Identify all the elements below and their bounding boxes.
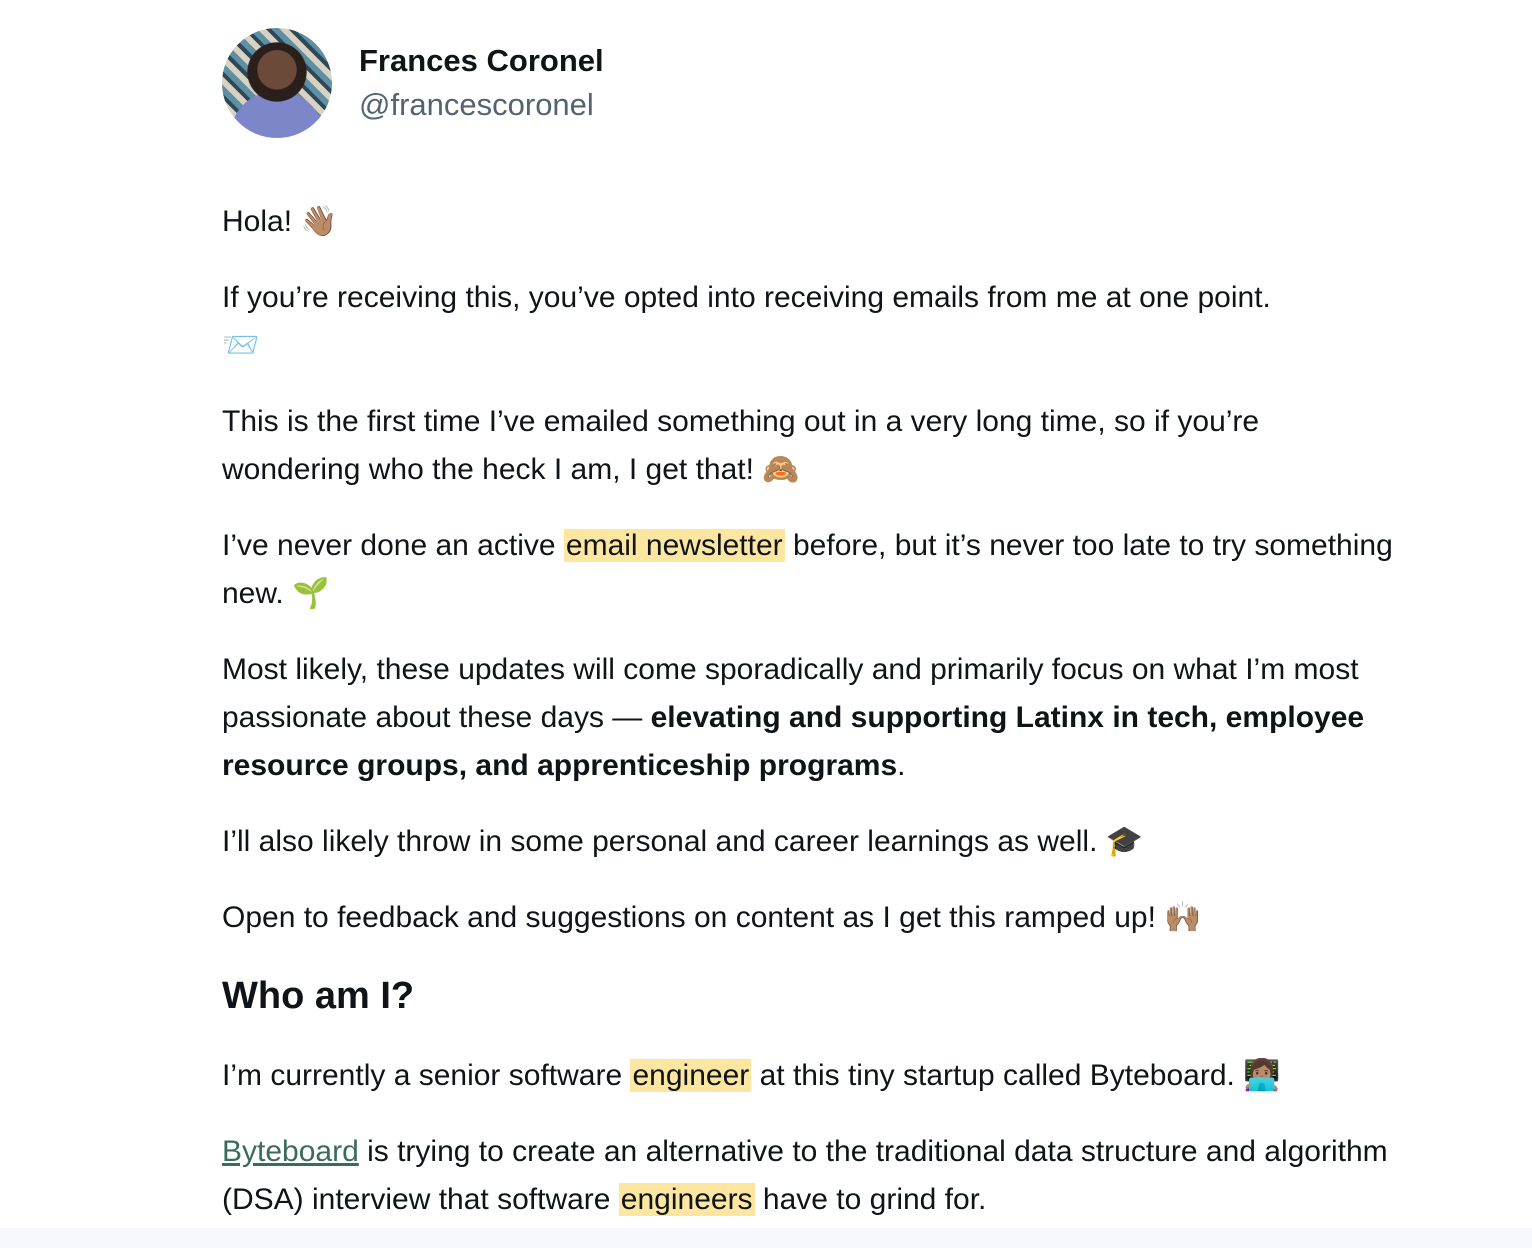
paragraph-text-before: Most likely, these updates will come sporadically and primarily focus on what I’m most passionate about these days —: [222, 653, 1359, 734]
paragraph-text: Open to feedback and suggestions on content as I get this ramped up!: [222, 901, 1156, 934]
see-no-evil-monkey-icon: 🙈: [762, 452, 800, 487]
paragraph-text: This is the first time I’ve emailed something out in a very long time, so if you’re wondering who the heck I am, I get that!: [222, 405, 1260, 486]
paragraph-text-after: before, but it’s never too late to try something new.: [222, 529, 1393, 610]
paragraph-focus: [222, 646, 1402, 790]
bottom-scroll-edge: [0, 1228, 1532, 1248]
section-heading: Who am I?: [222, 975, 415, 1017]
graduation-cap-icon: 🎓: [1105, 824, 1144, 859]
paragraph-byteboard: [222, 1128, 1402, 1224]
highlighted-term: engineer: [632, 1059, 750, 1092]
greeting: [222, 198, 1402, 246]
paragraph-text-middle: is trying to create an alternative to the traditional data structure and algorithm (DSA) interview that software: [222, 1135, 1388, 1216]
paragraph-learnings: [222, 818, 1402, 866]
author-handle[interactable]: @francescoronel: [359, 87, 594, 122]
email-body: [222, 198, 1402, 1224]
paragraph-text: If you’re receiving this, you’ve opted into receiving emails from me at one point.: [222, 281, 1271, 314]
author-names: [359, 41, 604, 125]
technologist-icon: 👩🏽‍💻: [1243, 1058, 1281, 1093]
email-content: [222, 28, 1402, 1224]
author-header: [222, 28, 1402, 138]
paragraph-feedback: [222, 894, 1402, 942]
highlighted-term: email newsletter: [565, 529, 783, 562]
paragraph-text-after: at this tiny startup called Byteboard.: [751, 1059, 1235, 1092]
raising-hands-icon: 🙌🏽: [1164, 900, 1202, 935]
paragraph-first-time: [222, 398, 1402, 494]
byteboard-link[interactable]: Byteboard: [222, 1135, 359, 1168]
seedling-icon: 🌱: [292, 576, 330, 611]
paragraph-text-before: I’ve never done an active: [222, 529, 564, 562]
paragraph-current-role: [222, 1052, 1402, 1100]
paragraph-opted-in: [222, 274, 1402, 370]
greeting-text: Hola!: [222, 205, 293, 238]
paragraph-text: I’ll also likely throw in some personal and career learnings as well.: [222, 825, 1098, 858]
avatar[interactable]: [222, 28, 332, 138]
incoming-envelope-icon: 📨: [222, 328, 260, 363]
waving-hand-icon: 👋🏽: [300, 204, 338, 239]
highlighted-term: engineers: [620, 1183, 753, 1216]
bold-topics: elevating and supporting Latinx in tech, employee resource groups, and apprenticeship programs: [222, 701, 1365, 782]
paragraph-newsletter: [222, 522, 1402, 618]
paragraph-text-after: .: [897, 749, 906, 782]
paragraph-text-after: have to grind for.: [754, 1183, 987, 1216]
paragraph-text-before: I’m currently a senior software: [222, 1059, 631, 1092]
author-name[interactable]: Frances Coronel: [359, 43, 604, 78]
